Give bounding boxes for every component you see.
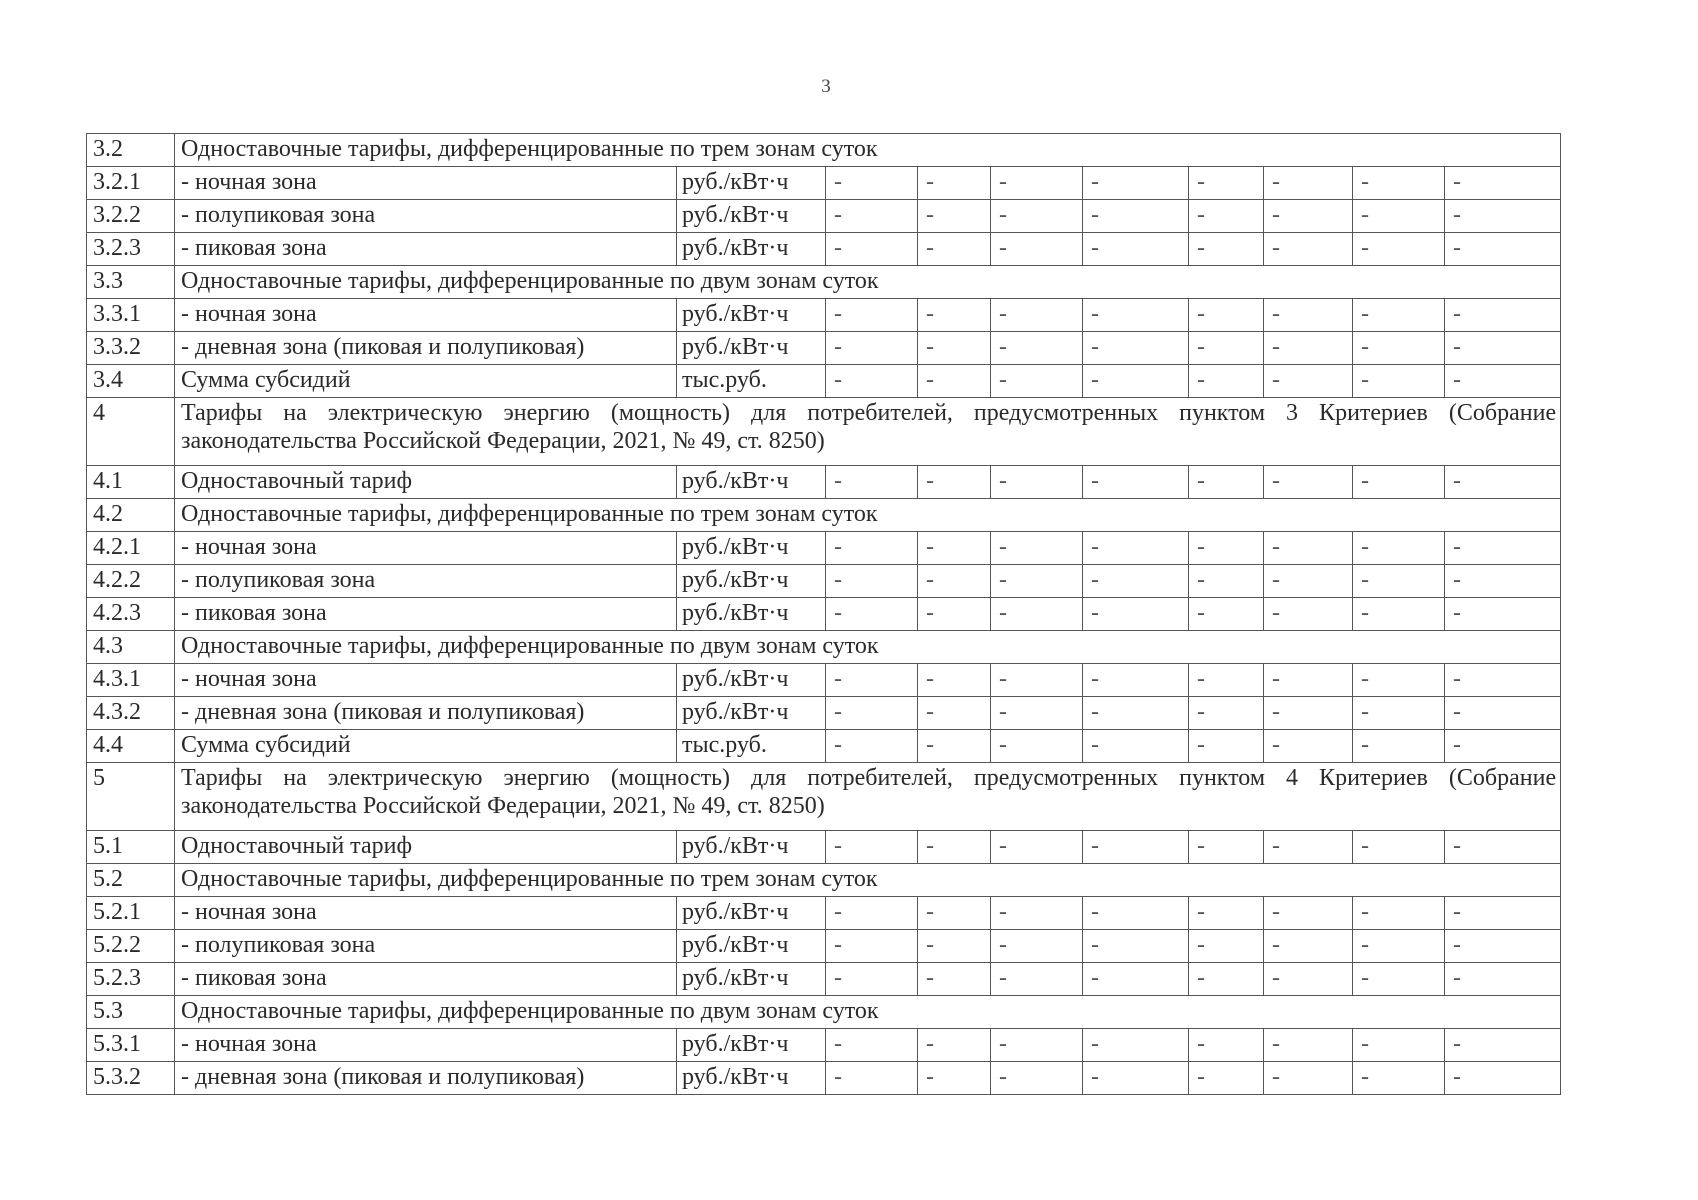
value-cell: - bbox=[918, 897, 991, 930]
table-section-row bbox=[87, 631, 1561, 664]
value-cell: - bbox=[826, 664, 918, 697]
row-label-cell: - полупиковая зона bbox=[175, 565, 677, 598]
section-title-cell: Одноставочные тарифы, дифференцированные по двум зонам суток bbox=[175, 266, 1561, 299]
value-cell: - bbox=[1353, 598, 1445, 631]
table-row bbox=[87, 1062, 1561, 1095]
value-cell: - bbox=[1353, 963, 1445, 996]
value-cell: - bbox=[1445, 897, 1561, 930]
value-cell: - bbox=[991, 1029, 1083, 1062]
value-cell: - bbox=[1264, 1029, 1353, 1062]
value-cell: - bbox=[1189, 963, 1264, 996]
tariff-table bbox=[86, 133, 1561, 1095]
row-number-cell: 5.2 bbox=[87, 864, 175, 897]
table-row bbox=[87, 299, 1561, 332]
value-cell: - bbox=[826, 200, 918, 233]
value-cell: - bbox=[1353, 532, 1445, 565]
value-cell: - bbox=[991, 532, 1083, 565]
value-cell: - bbox=[1264, 831, 1353, 864]
table-row bbox=[87, 930, 1561, 963]
table-row bbox=[87, 365, 1561, 398]
value-cell: - bbox=[1264, 897, 1353, 930]
value-cell: - bbox=[1083, 299, 1189, 332]
value-cell: - bbox=[918, 532, 991, 565]
table-row bbox=[87, 466, 1561, 499]
value-cell: - bbox=[1189, 466, 1264, 499]
row-label-cell: - пиковая зона bbox=[175, 963, 677, 996]
table-row bbox=[87, 1029, 1561, 1062]
value-cell: - bbox=[1189, 930, 1264, 963]
row-number-cell: 4.1 bbox=[87, 466, 175, 499]
value-cell: - bbox=[918, 930, 991, 963]
value-cell: - bbox=[826, 697, 918, 730]
table-row bbox=[87, 897, 1561, 930]
value-cell: - bbox=[1353, 930, 1445, 963]
row-number-cell: 5.3.2 bbox=[87, 1062, 175, 1095]
value-cell: - bbox=[991, 299, 1083, 332]
value-cell: - bbox=[1353, 1029, 1445, 1062]
value-cell: - bbox=[1083, 365, 1189, 398]
row-unit-cell: руб./кВт·ч bbox=[677, 532, 826, 565]
value-cell: - bbox=[1264, 963, 1353, 996]
value-cell: - bbox=[1445, 332, 1561, 365]
value-cell: - bbox=[1445, 963, 1561, 996]
table-section-row bbox=[87, 763, 1561, 831]
row-label-cell: - пиковая зона bbox=[175, 598, 677, 631]
value-cell: - bbox=[991, 930, 1083, 963]
row-label-cell: - дневная зона (пиковая и полупиковая) bbox=[175, 697, 677, 730]
value-cell: - bbox=[991, 697, 1083, 730]
row-unit-cell: руб./кВт·ч bbox=[677, 930, 826, 963]
value-cell: - bbox=[1353, 332, 1445, 365]
value-cell: - bbox=[1353, 1062, 1445, 1095]
table-section-row bbox=[87, 134, 1561, 167]
value-cell: - bbox=[826, 831, 918, 864]
row-number-cell: 5.3 bbox=[87, 996, 175, 1029]
value-cell: - bbox=[1445, 1062, 1561, 1095]
value-cell: - bbox=[1083, 532, 1189, 565]
row-unit-cell: руб./кВт·ч bbox=[677, 167, 826, 200]
row-unit-cell: руб./кВт·ч bbox=[677, 200, 826, 233]
value-cell: - bbox=[991, 466, 1083, 499]
value-cell: - bbox=[1189, 167, 1264, 200]
value-cell: - bbox=[1083, 167, 1189, 200]
row-number-cell: 5 bbox=[87, 763, 175, 831]
value-cell: - bbox=[1083, 332, 1189, 365]
row-number-cell: 4 bbox=[87, 398, 175, 466]
value-cell: - bbox=[991, 332, 1083, 365]
row-label-cell: - дневная зона (пиковая и полупиковая) bbox=[175, 332, 677, 365]
page-number: 3 bbox=[821, 76, 831, 97]
value-cell: - bbox=[918, 299, 991, 332]
value-cell: - bbox=[1353, 730, 1445, 763]
value-cell: - bbox=[1445, 930, 1561, 963]
value-cell: - bbox=[1353, 167, 1445, 200]
value-cell: - bbox=[991, 897, 1083, 930]
value-cell: - bbox=[991, 565, 1083, 598]
value-cell: - bbox=[1189, 697, 1264, 730]
value-cell: - bbox=[1083, 1062, 1189, 1095]
row-unit-cell: руб./кВт·ч bbox=[677, 897, 826, 930]
value-cell: - bbox=[991, 963, 1083, 996]
value-cell: - bbox=[826, 233, 918, 266]
row-number-cell: 4.2.1 bbox=[87, 532, 175, 565]
value-cell: - bbox=[826, 565, 918, 598]
row-number-cell: 4.3 bbox=[87, 631, 175, 664]
row-label-cell: Одноставочный тариф bbox=[175, 831, 677, 864]
value-cell: - bbox=[1264, 565, 1353, 598]
row-unit-cell: руб./кВт·ч bbox=[677, 332, 826, 365]
value-cell: - bbox=[1353, 466, 1445, 499]
table-row bbox=[87, 831, 1561, 864]
row-number-cell: 5.2.2 bbox=[87, 930, 175, 963]
table-row bbox=[87, 697, 1561, 730]
table-row bbox=[87, 664, 1561, 697]
value-cell: - bbox=[1445, 365, 1561, 398]
table-section-row bbox=[87, 266, 1561, 299]
value-cell: - bbox=[1083, 897, 1189, 930]
value-cell: - bbox=[1445, 299, 1561, 332]
value-cell: - bbox=[1083, 697, 1189, 730]
value-cell: - bbox=[1083, 730, 1189, 763]
value-cell: - bbox=[1083, 466, 1189, 499]
value-cell: - bbox=[1264, 1062, 1353, 1095]
value-cell: - bbox=[1445, 200, 1561, 233]
value-cell: - bbox=[1189, 299, 1264, 332]
table-section-row bbox=[87, 398, 1561, 466]
value-cell: - bbox=[918, 200, 991, 233]
row-label-cell: - пиковая зона bbox=[175, 233, 677, 266]
value-cell: - bbox=[991, 831, 1083, 864]
value-cell: - bbox=[918, 365, 991, 398]
row-unit-cell: руб./кВт·ч bbox=[677, 466, 826, 499]
row-label-cell: - ночная зона bbox=[175, 664, 677, 697]
section-title-cell: Одноставочные тарифы, дифференцированные по двум зонам суток bbox=[175, 631, 1561, 664]
table-row bbox=[87, 730, 1561, 763]
row-label-cell: - полупиковая зона bbox=[175, 200, 677, 233]
value-cell: - bbox=[918, 565, 991, 598]
value-cell: - bbox=[1083, 598, 1189, 631]
row-unit-cell: руб./кВт·ч bbox=[677, 598, 826, 631]
value-cell: - bbox=[1189, 1029, 1264, 1062]
value-cell: - bbox=[918, 332, 991, 365]
row-unit-cell: руб./кВт·ч bbox=[677, 565, 826, 598]
value-cell: - bbox=[918, 697, 991, 730]
table-row bbox=[87, 200, 1561, 233]
row-label-cell: - полупиковая зона bbox=[175, 930, 677, 963]
row-label-cell: - ночная зона bbox=[175, 897, 677, 930]
value-cell: - bbox=[1189, 332, 1264, 365]
value-cell: - bbox=[1083, 831, 1189, 864]
value-cell: - bbox=[1264, 730, 1353, 763]
value-cell: - bbox=[1445, 697, 1561, 730]
value-cell: - bbox=[1264, 697, 1353, 730]
value-cell: - bbox=[991, 664, 1083, 697]
row-label-cell: - ночная зона bbox=[175, 1029, 677, 1062]
value-cell: - bbox=[918, 664, 991, 697]
value-cell: - bbox=[918, 598, 991, 631]
row-number-cell: 4.2.2 bbox=[87, 565, 175, 598]
section-title-cell: Одноставочные тарифы, дифференцированные по трем зонам суток bbox=[175, 134, 1561, 167]
value-cell: - bbox=[1445, 466, 1561, 499]
value-cell: - bbox=[1189, 532, 1264, 565]
value-cell: - bbox=[1083, 233, 1189, 266]
row-unit-cell: руб./кВт·ч bbox=[677, 1062, 826, 1095]
value-cell: - bbox=[1353, 697, 1445, 730]
table-section-row bbox=[87, 864, 1561, 897]
value-cell: - bbox=[918, 963, 991, 996]
section-title-cell: Тарифы на электрическую энергию (мощность) для потребителей, предусмотренных пунктом 3 Критериев (Собрание законодательства Российской Федерации, 2021, № 49, ст. 8250) bbox=[175, 398, 1561, 466]
row-label-cell: - ночная зона bbox=[175, 167, 677, 200]
section-title-cell: Одноставочные тарифы, дифференцированные по трем зонам суток bbox=[175, 499, 1561, 532]
table-row bbox=[87, 532, 1561, 565]
row-unit-cell: руб./кВт·ч bbox=[677, 697, 826, 730]
value-cell: - bbox=[826, 598, 918, 631]
value-cell: - bbox=[1189, 1062, 1264, 1095]
value-cell: - bbox=[826, 167, 918, 200]
value-cell: - bbox=[826, 466, 918, 499]
value-cell: - bbox=[1189, 897, 1264, 930]
value-cell: - bbox=[918, 167, 991, 200]
row-number-cell: 3.2.1 bbox=[87, 167, 175, 200]
value-cell: - bbox=[1264, 365, 1353, 398]
value-cell: - bbox=[1083, 930, 1189, 963]
value-cell: - bbox=[1445, 233, 1561, 266]
value-cell: - bbox=[1353, 897, 1445, 930]
value-cell: - bbox=[826, 365, 918, 398]
value-cell: - bbox=[918, 1029, 991, 1062]
value-cell: - bbox=[826, 299, 918, 332]
value-cell: - bbox=[1353, 200, 1445, 233]
row-label-cell: - дневная зона (пиковая и полупиковая) bbox=[175, 1062, 677, 1095]
section-title-cell: Одноставочные тарифы, дифференцированные по двум зонам суток bbox=[175, 996, 1561, 1029]
table-row bbox=[87, 332, 1561, 365]
row-unit-cell: руб./кВт·ч bbox=[677, 963, 826, 996]
value-cell: - bbox=[826, 1029, 918, 1062]
value-cell: - bbox=[826, 930, 918, 963]
row-unit-cell: руб./кВт·ч bbox=[677, 233, 826, 266]
value-cell: - bbox=[918, 233, 991, 266]
row-number-cell: 3.3.1 bbox=[87, 299, 175, 332]
row-label-cell: Сумма субсидий bbox=[175, 730, 677, 763]
table-section-row bbox=[87, 499, 1561, 532]
table-row bbox=[87, 565, 1561, 598]
value-cell: - bbox=[991, 167, 1083, 200]
row-label-cell: - ночная зона bbox=[175, 532, 677, 565]
row-number-cell: 3.3 bbox=[87, 266, 175, 299]
value-cell: - bbox=[1189, 831, 1264, 864]
row-number-cell: 3.2 bbox=[87, 134, 175, 167]
row-number-cell: 5.2.1 bbox=[87, 897, 175, 930]
value-cell: - bbox=[826, 730, 918, 763]
row-number-cell: 5.2.3 bbox=[87, 963, 175, 996]
value-cell: - bbox=[1264, 466, 1353, 499]
row-unit-cell: руб./кВт·ч bbox=[677, 664, 826, 697]
value-cell: - bbox=[1445, 1029, 1561, 1062]
value-cell: - bbox=[826, 1062, 918, 1095]
value-cell: - bbox=[1083, 1029, 1189, 1062]
value-cell: - bbox=[1445, 565, 1561, 598]
row-label-cell: - ночная зона bbox=[175, 299, 677, 332]
row-label-cell: Сумма субсидий bbox=[175, 365, 677, 398]
value-cell: - bbox=[1445, 532, 1561, 565]
table-section-row bbox=[87, 996, 1561, 1029]
value-cell: - bbox=[1264, 930, 1353, 963]
value-cell: - bbox=[1445, 831, 1561, 864]
value-cell: - bbox=[1189, 565, 1264, 598]
value-cell: - bbox=[1189, 365, 1264, 398]
value-cell: - bbox=[918, 730, 991, 763]
row-number-cell: 4.2.3 bbox=[87, 598, 175, 631]
value-cell: - bbox=[1264, 332, 1353, 365]
row-unit-cell: тыс.руб. bbox=[677, 730, 826, 763]
value-cell: - bbox=[1445, 664, 1561, 697]
value-cell: - bbox=[991, 200, 1083, 233]
row-unit-cell: тыс.руб. bbox=[677, 365, 826, 398]
value-cell: - bbox=[1353, 365, 1445, 398]
value-cell: - bbox=[918, 1062, 991, 1095]
row-number-cell: 3.3.2 bbox=[87, 332, 175, 365]
value-cell: - bbox=[826, 532, 918, 565]
value-cell: - bbox=[1353, 664, 1445, 697]
value-cell: - bbox=[1189, 233, 1264, 266]
value-cell: - bbox=[1264, 598, 1353, 631]
value-cell: - bbox=[1353, 831, 1445, 864]
row-unit-cell: руб./кВт·ч bbox=[677, 299, 826, 332]
section-title-cell: Тарифы на электрическую энергию (мощность) для потребителей, предусмотренных пунктом 4 Критериев (Собрание законодательства Российской Федерации, 2021, № 49, ст. 8250) bbox=[175, 763, 1561, 831]
value-cell: - bbox=[1445, 730, 1561, 763]
row-number-cell: 4.3.2 bbox=[87, 697, 175, 730]
value-cell: - bbox=[1353, 565, 1445, 598]
value-cell: - bbox=[1264, 532, 1353, 565]
row-number-cell: 3.2.3 bbox=[87, 233, 175, 266]
row-number-cell: 4.2 bbox=[87, 499, 175, 532]
value-cell: - bbox=[1083, 565, 1189, 598]
value-cell: - bbox=[918, 831, 991, 864]
row-label-cell: Одноставочный тариф bbox=[175, 466, 677, 499]
table-body bbox=[87, 134, 1561, 1095]
table-row bbox=[87, 233, 1561, 266]
row-unit-cell: руб./кВт·ч bbox=[677, 831, 826, 864]
table-row bbox=[87, 167, 1561, 200]
value-cell: - bbox=[1189, 598, 1264, 631]
value-cell: - bbox=[1353, 299, 1445, 332]
table-row bbox=[87, 963, 1561, 996]
value-cell: - bbox=[1445, 598, 1561, 631]
value-cell: - bbox=[1445, 167, 1561, 200]
value-cell: - bbox=[1264, 233, 1353, 266]
value-cell: - bbox=[826, 963, 918, 996]
value-cell: - bbox=[1083, 963, 1189, 996]
value-cell: - bbox=[1083, 664, 1189, 697]
value-cell: - bbox=[1264, 200, 1353, 233]
value-cell: - bbox=[1264, 664, 1353, 697]
row-number-cell: 5.3.1 bbox=[87, 1029, 175, 1062]
table-row bbox=[87, 598, 1561, 631]
value-cell: - bbox=[1264, 299, 1353, 332]
value-cell: - bbox=[991, 1062, 1083, 1095]
value-cell: - bbox=[991, 598, 1083, 631]
value-cell: - bbox=[991, 233, 1083, 266]
section-title-cell: Одноставочные тарифы, дифференцированные по трем зонам суток bbox=[175, 864, 1561, 897]
value-cell: - bbox=[1189, 664, 1264, 697]
row-number-cell: 4.3.1 bbox=[87, 664, 175, 697]
value-cell: - bbox=[1083, 200, 1189, 233]
value-cell: - bbox=[991, 365, 1083, 398]
value-cell: - bbox=[826, 332, 918, 365]
value-cell: - bbox=[826, 897, 918, 930]
value-cell: - bbox=[1189, 200, 1264, 233]
value-cell: - bbox=[1353, 233, 1445, 266]
row-number-cell: 3.2.2 bbox=[87, 200, 175, 233]
row-unit-cell: руб./кВт·ч bbox=[677, 1029, 826, 1062]
value-cell: - bbox=[991, 730, 1083, 763]
row-number-cell: 3.4 bbox=[87, 365, 175, 398]
row-number-cell: 5.1 bbox=[87, 831, 175, 864]
row-number-cell: 4.4 bbox=[87, 730, 175, 763]
value-cell: - bbox=[918, 466, 991, 499]
value-cell: - bbox=[1189, 730, 1264, 763]
value-cell: - bbox=[1264, 167, 1353, 200]
